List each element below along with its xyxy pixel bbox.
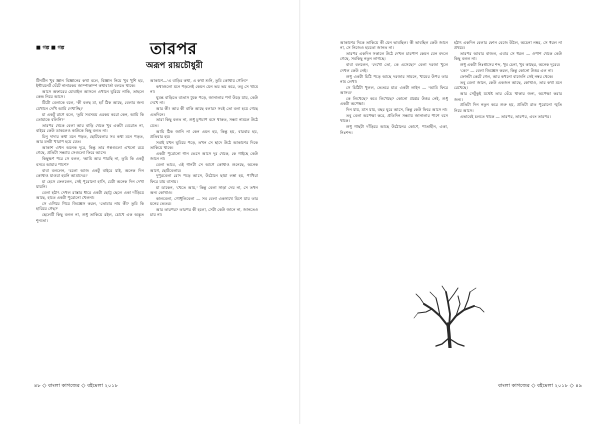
paragraph: তারপর থেকে বেলা আর বাড়ি থেকে খুব একটা বেরোত না, বাইরে কেউ ডাকলেও কাউকে কিছু বলত না।: [36, 122, 144, 134]
paragraph: কে লিখেছে? কবে লিখেছে? কোনো প্রশ্নের উত্তর নেই, শুধু একটা অপেক্ষা।: [340, 95, 448, 107]
paragraph: তারপর আবার বাজল, এবার সে ধরল — ওপাশ থেকে কেউ কিছু বলল না।: [454, 51, 562, 62]
paragraph: মা হেসে ফেললেন, সেই পুরোনো হাসি, যেটা অনেক দিন দেখা যায়নি।: [36, 178, 144, 189]
paragraph: বাবা বললেন, 'দেখো তো, কে এসেছে?' বেলা দরজা খুলে দেখল কেউ নেই।: [340, 62, 448, 73]
page-footer-left: ৪৮ ◇ বাংলা কাগজের ◇ বইমেলা ২০১৮: [34, 383, 119, 389]
paragraph: তবু বেলা জানে, কেউ একজন আছে, কোথাও, তার কথা মনে রেখেছে।: [454, 80, 562, 91]
paragraph: ফোনটা কেটে গেল, আর কখনো বাজেনি সেই নম্বর থেকে।: [460, 74, 554, 80]
left-column-1: [36, 78, 144, 366]
paragraph: দিন যায়, মাস যায়, বছর ঘুরে আসে, কিন্তু কেউ ফিরে আসে না।: [346, 107, 448, 113]
paragraph: এভাবেই চলতে থাকে — তারপর, তারপর, এবং তারপর।: [460, 113, 551, 119]
paragraph: সে এগিয়ে গিয়ে জিজ্ঞেস করল, 'তোমার নাম কী? তুমি কি হারিয়ে গেছ?': [36, 201, 144, 212]
paragraph: মা একটু রাগে বলে, 'তুমি সবসময় এরকম করো কেন, আমি কি তোমাকে বলিনি?': [36, 111, 144, 122]
paragraph: হঠাৎ একদিন বেলার ফোন বেজে উঠল, অচেনা নম্বর, সে ধরল না প্রথমে।: [454, 40, 562, 51]
paragraph: তারপর একদিন সকালে উঠে দেখল চারপাশ কেমন যেন বদলে গেছে, সবকিছু নতুন লাগছে।: [340, 51, 448, 62]
paragraph: ছেলেটি কিছু বলল না, শুধু তাকিয়ে রইল, চোখে এক অদ্ভুত শূন্যতা।: [36, 212, 144, 223]
paragraph: টিটো বেলাকে বলে, 'কী বলছ মা, হ্যাঁ ঠিক আছে, বেলার জন্য যেখানে দেখি আমি দেখাচ্ছি।': [36, 100, 144, 111]
paragraph: শুধু গাছটা দাঁড়িয়ে আছে উঠোনের কোণে, পাতাহীন, একা, নিঃশব্দ।: [340, 124, 448, 135]
paragraph: মা ডাকেন, 'খেতে আয়,' কিন্তু বেলা সাড়া দেয় না, সে তখন অন্য কোথাও।: [150, 184, 258, 195]
page-footer-right: বাংলা কাগজের ◇ বইমেলা ২০১৮ ◇ ৪৯: [498, 383, 583, 389]
paragraph: সবাই যখন ঘুমিয়ে পড়ে, তখন সে ছাদে উঠে আকাশের দিকে তাকিয়ে থাকে।: [150, 139, 258, 151]
paragraph: আকাশের দিকে তাকিয়ে কী যেন ভাবছিল। কী ভাবছিল কেউ জানে না, সে নিজেও হয়তো জানত না।: [340, 40, 448, 51]
paragraph: ঘুমন্ত বাড়িতে বাতাস ঢুকে পড়ে, জানালার পর্দা উড়ে যায়, কেউ দেখে না।: [150, 95, 258, 106]
paragraph: তারা কিছু বলত না, শুধু চুপচাপ বসে থাকত, সন্ধ্যা নামলে উঠে যেত।: [150, 117, 258, 128]
paragraph: কথাগুলো মনে পড়লেই কেমন যেন ভয় ভয় করে, তবু সে থামে না।: [150, 83, 258, 95]
paragraph: শুধু একটা নিঃশ্বাসের শব্দ, খুব চেনা, খুব কাছের, অনেক দূরের।: [460, 62, 561, 68]
paragraph: আমি ঠিক জানি না কেন এমন হয়, কিন্তু হয়, বারবার হয়, প্রতিবার হয়।: [150, 128, 258, 139]
paragraph: আকাশে—'এ বাড়ির কথা, এ কথা শুনি, তুমি কোথায় গেলি?': [150, 78, 249, 83]
paragraph: বাবা বললেন, 'চলো আজ একটু বাইরে যাই, অনেক দিন কোথাও যাওয়া হয়নি আমাদের।': [36, 167, 144, 178]
story-title: তারপর: [150, 39, 198, 58]
paragraph: প্রতিটা দিন নতুন করে শুরু হয়, প্রতিটা রাত পুরোনো স্মৃতি নিয়ে আসে।: [454, 102, 562, 113]
paragraph: আর কী! আর কী বাকি আছে বলার? সবই তো বলা হয়ে গেছে এতদিনে।: [150, 106, 258, 117]
author-name: অরূপ রায়চৌধুরী: [146, 61, 203, 71]
paragraph: আকাশ এখন অনেক দূরে, কিন্তু তার গল্পগুলো এখনো রয়ে গেছে, প্রতিটা সন্ধ্যায় সেগুলো ফিরে আসে।: [36, 145, 144, 156]
paragraph: বেলা ভাবে, এই গানটা সে আগে কোথাও শুনেছে, অনেক আগে, ছোটবেলায়।: [150, 162, 258, 173]
paragraph: দুপুরবেলা রোদ পড়ে আসে, উঠোনে ছায়া লম্বা হয়, পাখিরা ফিরে যায় বাসায়।: [150, 173, 258, 184]
right-column-2: [454, 40, 562, 226]
paragraph: বেলা হঠাৎ দেখল রাস্তার ধারে একটা ছোট্ট ছেলে একা দাঁড়িয়ে আছে, হাতে একটা পুরোনো খেলনা।: [36, 189, 144, 201]
paragraph: শুধু একটা চিঠি পড়ে আছে দরজার সামনে, খামের উপর তার নাম লেখা।: [340, 73, 448, 84]
paragraph: একটা পুরোনো গান ভেসে আসে দূর থেকে, কে গাইছে কেউ জানে না।: [150, 151, 258, 162]
paragraph: আর তারপর? তারপর কী হলো, সেটা কেউ জানে না, জানতেও চায় না।: [150, 206, 258, 218]
paragraph: আসে অফারের মোবাইল আসলে এখানে ঘুরিয়ে নাকি, তাহলে কেন্দ্র নিয়ে আসে।: [36, 89, 144, 100]
paragraph: তবু বেলা অপেক্ষা করে, প্রতিদিন সন্ধ্যায় জানালার পাশে বসে থাকে।: [340, 113, 448, 124]
paragraph: টিনটিন খুব জ্ঞান বিজ্ঞানের কথা বলে, বিজ্ঞান নিয়ে খুব খুশি হয়, ইন্টারনেট ঘেঁটে নানারকম জাম্পাকাম্প কথাবার্তা বলতে থাকে।: [36, 78, 144, 89]
paragraph: কিছুক্ষণ পরে সে বলল, 'আমি আর পারছি না, তুমি কি একটু বসবে আমার পাশে?': [36, 156, 144, 167]
right-page: [300, 0, 600, 424]
bare-tree-illustration: [412, 282, 486, 348]
left-column-2: [150, 78, 258, 366]
paragraph: 'কে?' — বেলা জিজ্ঞেস করল, কিন্তু কোনো উত্তর এল না।: [460, 68, 553, 74]
paragraph: সে চিঠিটা খুলল, ভেতরে মাত্র একটা লাইন — 'আমি ফিরে আসব।': [340, 84, 448, 96]
paragraph: চিনু দাদার কথা মনে পড়ত, ছোটবেলার সব কথা মনে পড়ত, আর মনটা খারাপ হয়ে যেত।: [36, 133, 144, 145]
paragraph: কালবেলা, গোধূলিবেলা — সব বেলা একসাথে মিশে যায় তার মনের ভেতর।: [150, 195, 258, 207]
section-tag: ■ গল্প ■ গল্প: [36, 45, 65, 51]
paragraph: আর সেটুকুই যথেষ্ট তার বেঁচে থাকার জন্য, অপেক্ষা করার জন্য।: [454, 91, 562, 102]
